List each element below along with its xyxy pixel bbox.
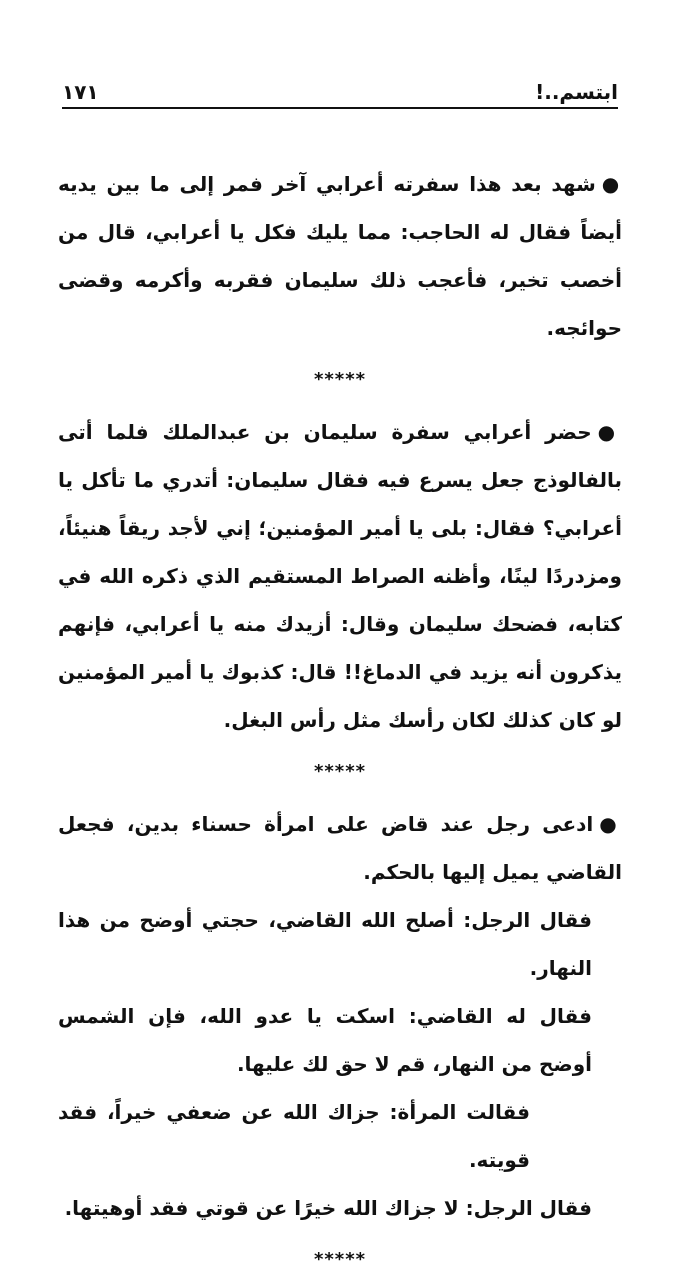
paragraph-text: ادعى رجل عند قاض على امرأة حسناء بدين، فجعل القاضي يميل إليها بالحكم.	[58, 812, 622, 884]
dialogue-line: فقال له القاضي: اسكت يا عدو الله، فإن الشمس أوضح من النهار، قم لا حق لك عليها.	[58, 1004, 592, 1076]
dialogue-line: فقال الرجل: أصلح الله القاضي، حجتي أوضح من هذا النهار.	[58, 908, 592, 980]
paragraph	[58, 408, 622, 744]
paragraph-text: شهد بعد هذا سفرته أعرابي آخر فمر إلى ما بين يديه أيضاً فقال له الحاجب: مما يليك فكل يا أعرابي، قال من أخصب تخير، فأعجب ذلك سليمان فقربه وأكرمه وقضى حوائجه.	[58, 172, 622, 340]
bullet-icon: ●	[601, 172, 623, 196]
paragraph-text: حضر أعرابي سفرة سليمان بن عبدالملك فلما أتى بالفالوذج جعل يسرع فيه فقال سليمان: أتدري ما تأكل يا أعرابي؟ فقال: بلى يا أمير المؤمنين؛ إني لأجد ريقاً هنيئاً، ومزدردًا لينًا، وأظنه الصراط المستقيم الذي ذكره الله في كتابه، فضحك سليمان وقال: أزيدك منه يا أعرابي، فإنهم يذكرون أنه يزيد في الدماغ!! قال: كذبوك يا أمير المؤمنين لو كان كذلك لكان رأسك مثل رأس البغل.	[58, 420, 622, 732]
section-separator: *****	[313, 1249, 367, 1270]
paragraph	[58, 800, 622, 896]
bullet-icon: ●	[599, 812, 622, 836]
running-title: ابتسم..!	[535, 80, 618, 104]
dialogue-line: فقالت المرأة: جزاك الله عن ضعفي خيراً، فقد قويته.	[58, 1100, 530, 1172]
page-number: ١٧١	[62, 80, 99, 104]
header-divider	[62, 107, 618, 109]
page-body	[58, 160, 622, 1288]
section-separator: *****	[313, 761, 367, 782]
page-header	[62, 78, 618, 104]
bullet-icon: ●	[597, 420, 623, 444]
paragraph	[58, 160, 622, 352]
dialogue-line: فقال الرجل: لا جزاك الله خيرًا عن قوتي فقد أوهيتها.	[64, 1196, 592, 1220]
section-separator: *****	[313, 369, 367, 390]
